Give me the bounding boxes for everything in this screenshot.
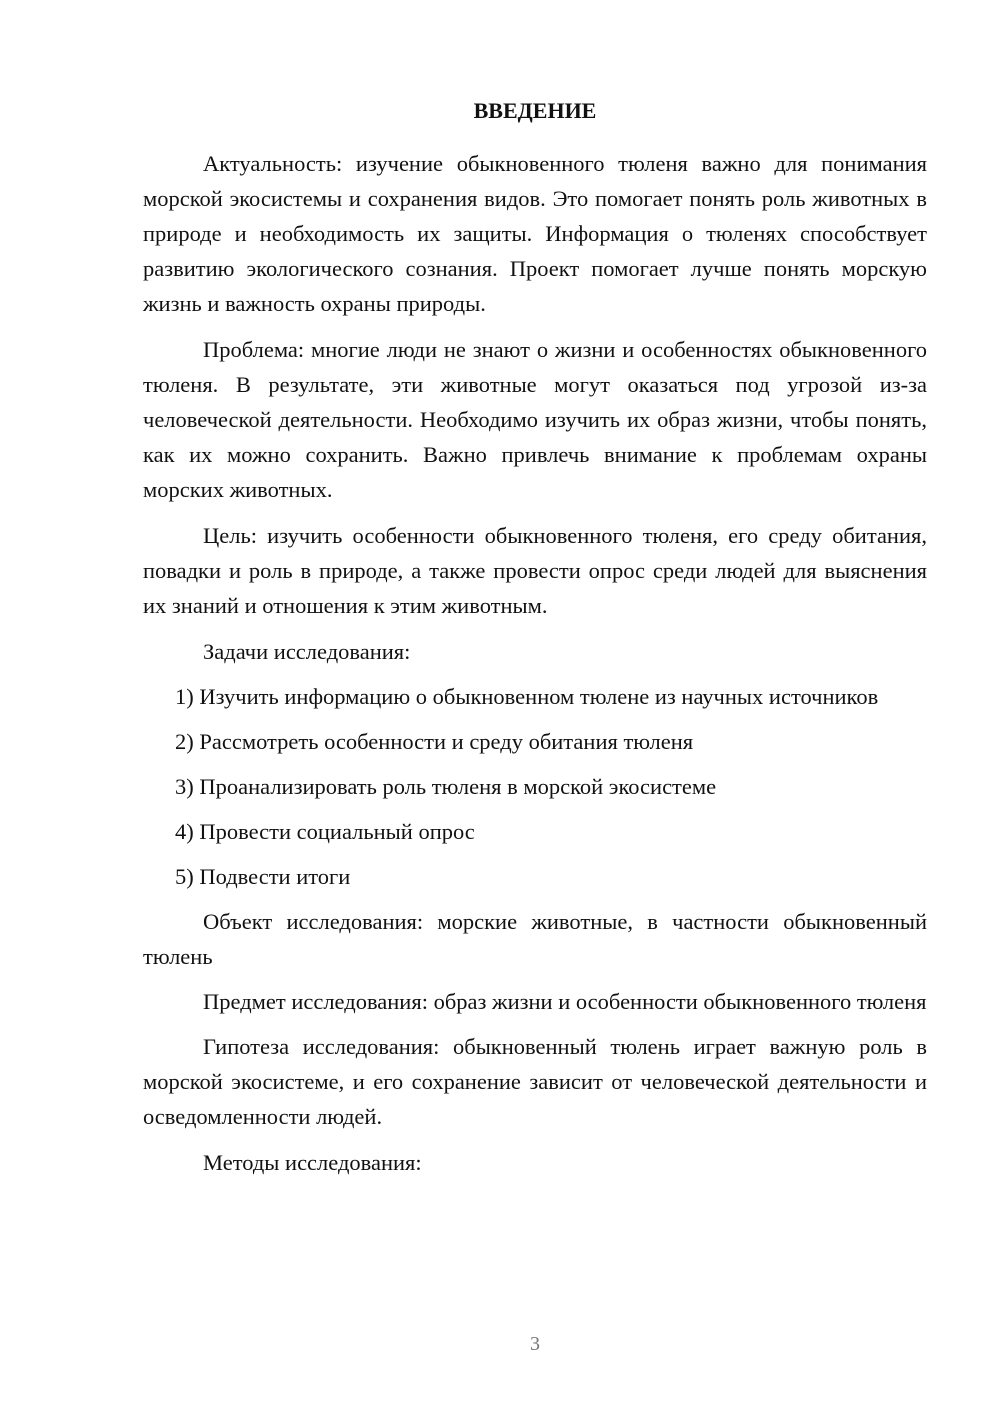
methods-heading: Методы исследования: [203,1150,422,1175]
relevance-paragraph: Актуальность: изучение обыкновенного тюленя важно для понимания морской экосистемы и сохранения видов. Это помогает понять роль животных в природе и необходимость их защиты. Информация о тюленях способствует развитию экологического сознания. Проект помогает лучше понять морскую жизнь и важность охраны природы. [143,151,927,316]
research-object-paragraph: Объект исследования: морские животные, в частности обыкновенный тюлень [143,909,927,969]
tasks-list [143,679,927,894]
hypothesis-paragraph: Гипотеза исследования: обыкновенный тюлень играет важную роль в морской экосистеме, и его сохранение зависит от человеческой деятельности и осведомленности людей. [143,1034,927,1129]
goal-paragraph: Цель: изучить особенности обыкновенного тюленя, его среду обитания, повадки и роль в природе, а также провести опрос среди людей для выяснения их знаний и отношения к этим животным. [143,523,927,618]
document-body [143,93,927,1191]
task-item: 3) Проанализировать роль тюленя в морской экосистеме [175,774,717,799]
task-item: 2) Рассмотреть особенности и среду обитания тюленя [175,729,694,754]
section-title: ВВЕДЕНИЕ [473,98,597,123]
page-number: 3 [530,1333,540,1355]
task-item: 5) Подвести итоги [175,864,351,889]
research-subject-paragraph: Предмет исследования: образ жизни и особенности обыкновенного тюленя [203,989,927,1014]
task-item: 4) Провести социальный опрос [175,819,475,844]
tasks-heading: Задачи исследования: [203,639,411,664]
task-item: 1) Изучить информацию о обыкновенном тюлене из научных источников [175,684,879,709]
problem-paragraph: Проблема: многие люди не знают о жизни и особенностях обыкновенного тюленя. В результате, эти животные могут оказаться под угрозой из-за человеческой деятельности. Необходимо изучить их образ жизни, чтобы понять, как их можно сохранить. Важно привлечь внимание к проблемам охраны морских животных. [143,337,927,502]
